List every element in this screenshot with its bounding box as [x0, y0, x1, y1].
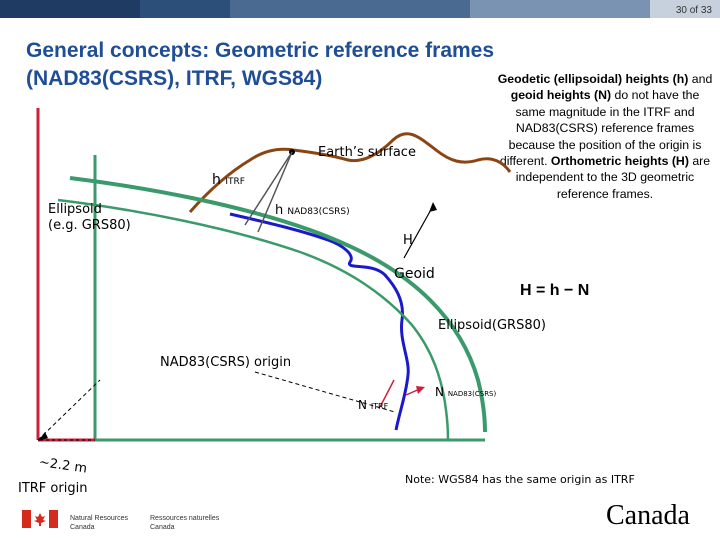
- h-nad83-main: h: [275, 203, 284, 218]
- wgs84-note: Note: WGS84 has the same origin as ITRF: [405, 473, 635, 486]
- gov-name-en-line1: Natural Resources: [70, 515, 128, 522]
- page-indicator: 30 of 33: [675, 5, 712, 16]
- h-itrf-sub: ITRF: [225, 177, 245, 187]
- side-note-text: do not have the same magnitude in the ITRF and NAD83(CSRS) reference frames because the position of the origin is different.: [499, 88, 702, 169]
- n-nad83-arrowhead: [416, 386, 425, 394]
- ellipsoid-label: [48, 202, 131, 234]
- n-nad83-sub: NAD83(CSRS): [447, 390, 497, 398]
- orthometric-height-label: H: [403, 233, 413, 248]
- side-note-text: and: [688, 72, 713, 86]
- canada-flag-icon: [22, 510, 58, 528]
- canada-wordmark: Canada: [606, 500, 690, 531]
- gov-name-en-line2: Canada: [70, 524, 95, 531]
- orthometric-height-arrow: [404, 206, 433, 258]
- offset-arrow: [38, 380, 100, 440]
- gov-name-fr-line2: Canada: [150, 524, 175, 531]
- n-itrf-sub: ITRF: [370, 402, 389, 411]
- orthometric-arrowhead: [429, 202, 437, 212]
- ellipsoid-label-line2: (e.g. GRS80): [48, 218, 131, 233]
- offset-label: ~2.2 m: [37, 455, 88, 477]
- ellipsoid-label-line1: Ellipsoid: [48, 202, 102, 217]
- h-itrf-main: h: [212, 172, 221, 188]
- geoid-label: Geoid: [394, 266, 435, 282]
- ellipsoid-shifted-curve: [58, 200, 448, 440]
- side-note-text: are independent to the 3D geometric reference frames.: [515, 154, 711, 201]
- n-nad83-main: N: [435, 385, 444, 399]
- h-nad83-label: [275, 203, 350, 218]
- slide-title-line1: General concepts: Geometric reference frames: [26, 39, 495, 62]
- side-note-bold: geoid heights (N): [510, 88, 612, 103]
- gov-signature: [22, 510, 58, 533]
- height-formula: H = h − N: [520, 282, 590, 299]
- gov-name-en: [70, 514, 128, 532]
- ellipsoid-grs80-label: Ellipsoid(GRS80): [438, 318, 546, 333]
- slide-title-line2: (NAD83(CSRS), ITRF, WGS84): [26, 67, 323, 90]
- gov-name-fr-line1: Ressources naturelles: [150, 515, 220, 522]
- n-itrf-main: N: [358, 398, 367, 412]
- gov-name-fr: [150, 514, 219, 532]
- itrf-origin-label: ITRF origin: [18, 481, 88, 496]
- earth-surface-label: Earth’s surface: [318, 145, 416, 160]
- side-note-bold: Orthometric heights (H): [550, 154, 689, 169]
- nad83-origin-label: NAD83(CSRS) origin: [160, 355, 292, 370]
- side-note-bold: Geodetic (ellipsoidal) heights (h): [497, 72, 689, 86]
- n-nad83-label: [435, 385, 496, 399]
- h-itrf-label: [212, 172, 245, 188]
- n-itrf-label: [358, 398, 388, 412]
- h-nad83-sub: NAD83(CSRS): [287, 207, 350, 217]
